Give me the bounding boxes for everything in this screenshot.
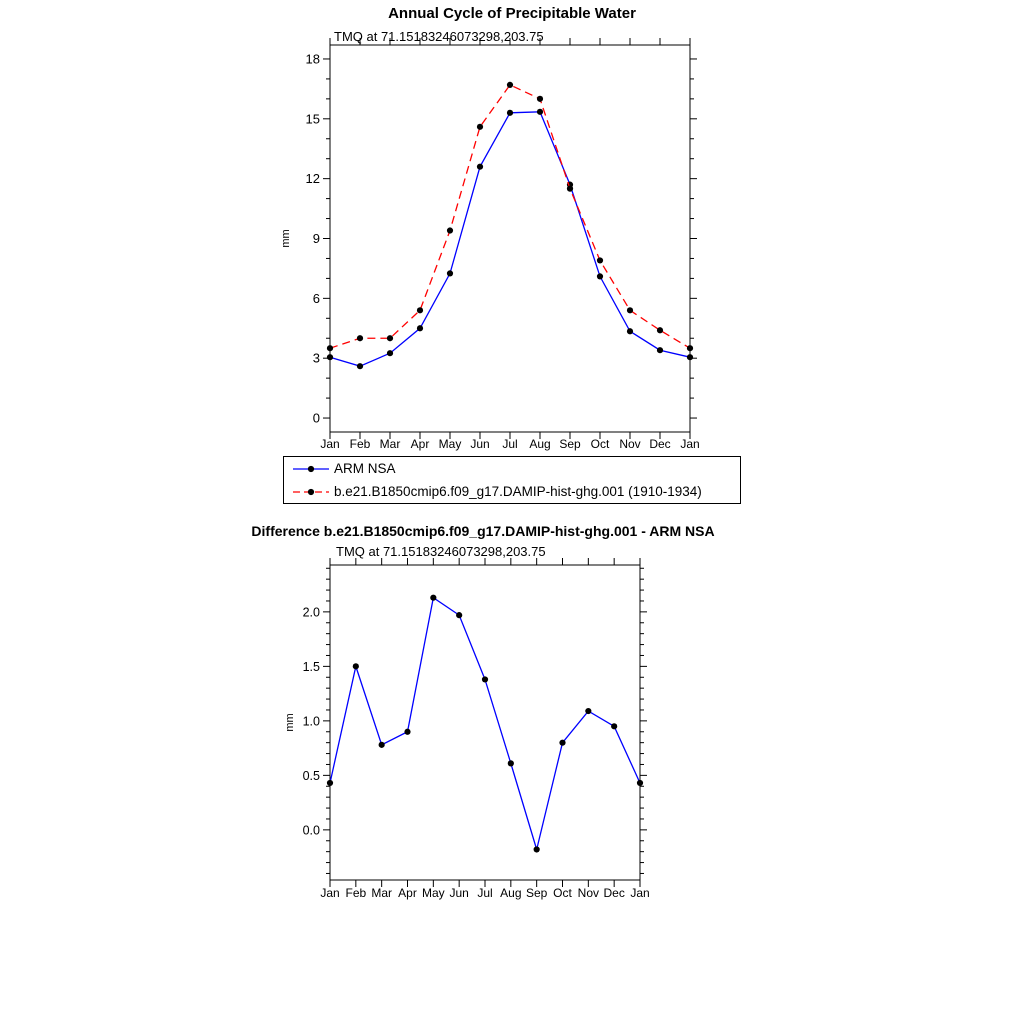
- x-tick-label: Aug: [500, 886, 522, 900]
- x-tick-label: Apr: [410, 437, 430, 451]
- data-point-marker: [627, 328, 633, 334]
- x-tick-label: Jun: [470, 437, 490, 451]
- data-point-marker: [387, 335, 393, 341]
- x-tick-label: Feb: [345, 886, 367, 900]
- x-tick-label: Jun: [449, 886, 469, 900]
- x-tick-label: Jul: [502, 437, 518, 451]
- y-tick-label: 18: [305, 51, 320, 67]
- axes: [323, 38, 697, 439]
- chart2-subtitle: TMQ at 71.15183246073298,203.75: [336, 544, 546, 559]
- x-tick-label: Apr: [398, 886, 417, 900]
- annual-cycle-chart: [280, 40, 740, 460]
- series-1: [327, 82, 693, 352]
- x-tick-label: Aug: [529, 437, 551, 451]
- difference-chart: [280, 555, 740, 920]
- series-line: [330, 112, 690, 366]
- data-point-marker: [597, 273, 603, 279]
- data-point-marker: [357, 335, 363, 341]
- x-tick-label: Oct: [590, 437, 610, 451]
- x-tick-label: Sep: [559, 437, 581, 451]
- data-point-marker: [559, 740, 565, 746]
- x-tick-label: Mar: [371, 886, 393, 900]
- x-tick-label: Jan: [680, 437, 700, 451]
- plot-frame: [330, 45, 690, 432]
- legend-label-arm-nsa: ARM NSA: [334, 461, 396, 476]
- data-point-marker: [379, 742, 385, 748]
- x-tick-label: Sep: [525, 886, 548, 900]
- data-point-marker: [627, 307, 633, 313]
- data-point-marker: [447, 227, 453, 233]
- data-point-marker: [482, 676, 488, 682]
- y-tick-label: 2.0: [302, 605, 320, 620]
- data-point-marker: [447, 270, 453, 276]
- x-tick-label: Jan: [320, 886, 340, 900]
- legend-line-sample-solid: [291, 463, 331, 475]
- series-line: [330, 85, 690, 348]
- x-tick-label: May: [421, 886, 445, 900]
- series-line: [330, 598, 640, 850]
- data-point-marker: [477, 164, 483, 170]
- y-tick-label: 6: [312, 290, 320, 306]
- y-tick-label: 12: [305, 171, 320, 187]
- y-tick-label: 0.0: [302, 823, 320, 838]
- data-point-marker: [417, 325, 423, 331]
- x-tick-label: Jan: [320, 437, 340, 451]
- data-point-marker: [687, 345, 693, 351]
- legend-label-model: b.e21.B1850cmip6.f09_g17.DAMIP-hist-ghg.001 (1910-1934): [334, 484, 702, 499]
- plot-frame: [330, 565, 640, 880]
- chart2-title: Difference b.e21.B1850cmip6.f09_g17.DAMIP-hist-ghg.001 - ARM NSA: [251, 523, 715, 539]
- legend-marker-dot: [308, 465, 314, 471]
- data-point-marker: [327, 780, 333, 786]
- chart1-subtitle: TMQ at 71.15183246073298,203.75: [334, 29, 544, 44]
- data-point-marker: [353, 663, 359, 669]
- legend-item-arm-nsa: [291, 457, 740, 480]
- axis-labels: [306, 51, 700, 451]
- x-tick-label: Nov: [577, 886, 600, 900]
- axes: [323, 558, 647, 887]
- y-tick-label: 0.5: [302, 768, 320, 783]
- data-point-marker: [534, 846, 540, 852]
- x-tick-label: Dec: [649, 437, 671, 451]
- x-tick-label: Oct: [553, 886, 572, 900]
- legend-item-model: [291, 480, 740, 503]
- data-point-marker: [507, 82, 513, 88]
- axis-labels: [303, 605, 650, 900]
- legend-line-sample-dashed: [291, 486, 331, 498]
- data-point-marker: [537, 96, 543, 102]
- legend-box: [283, 456, 741, 504]
- chart1-title: Annual Cycle of Precipitable Water: [388, 5, 636, 22]
- x-tick-label: Jan: [630, 886, 650, 900]
- data-point-marker: [430, 595, 436, 601]
- x-tick-label: Feb: [349, 437, 371, 451]
- y-tick-label: 1.5: [302, 659, 320, 674]
- series-0: [327, 595, 643, 853]
- data-point-marker: [417, 307, 423, 313]
- series-0: [327, 109, 693, 370]
- x-tick-label: Dec: [603, 886, 625, 900]
- data-point-marker: [567, 186, 573, 192]
- data-point-marker: [657, 327, 663, 333]
- x-tick-label: Jul: [477, 886, 493, 900]
- data-point-marker: [585, 708, 591, 714]
- data-point-marker: [611, 723, 617, 729]
- data-point-marker: [597, 257, 603, 263]
- data-point-marker: [537, 109, 543, 115]
- x-tick-label: Nov: [619, 437, 641, 451]
- data-point-marker: [357, 363, 363, 369]
- data-point-marker: [456, 612, 462, 618]
- data-point-marker: [507, 110, 513, 116]
- y-tick-label: 9: [312, 231, 320, 246]
- data-point-marker: [387, 350, 393, 356]
- data-point-marker: [687, 354, 693, 360]
- data-point-marker: [657, 347, 663, 353]
- y-tick-label: 15: [305, 111, 320, 127]
- y-tick-label: 0: [312, 410, 320, 426]
- data-point-marker: [477, 124, 483, 130]
- y-axis-title: mm: [280, 229, 292, 248]
- data-point-marker: [327, 345, 333, 351]
- x-tick-label: Mar: [379, 437, 401, 451]
- x-tick-label: May: [438, 437, 462, 451]
- data-point-marker: [508, 760, 514, 766]
- y-tick-label: 3: [312, 350, 320, 366]
- y-tick-label: 1.0: [302, 714, 320, 729]
- data-point-marker: [327, 354, 333, 360]
- data-point-marker: [637, 780, 643, 786]
- legend-marker-dot: [308, 488, 314, 494]
- y-axis-title: mm: [284, 713, 296, 732]
- data-point-marker: [404, 729, 410, 735]
